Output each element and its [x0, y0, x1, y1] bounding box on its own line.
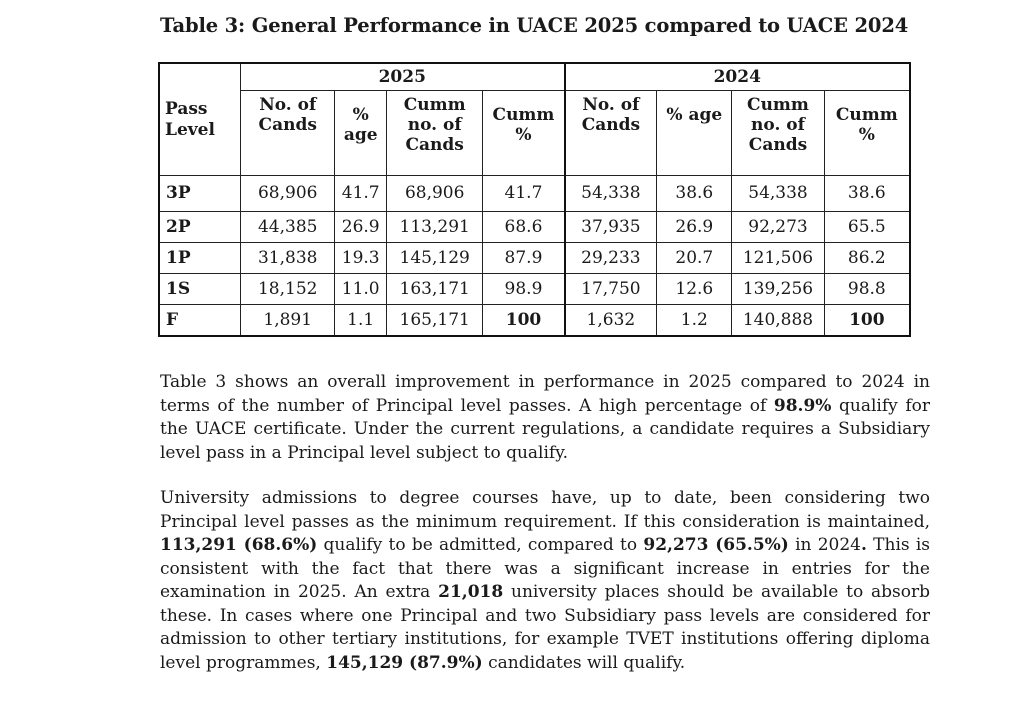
- highlight-value: 145,129 (87.9%): [326, 652, 483, 673]
- paragraph-2: [160, 487, 930, 675]
- table-cell: 1,891: [241, 305, 335, 337]
- cell-pass-level: 3P: [159, 176, 241, 212]
- table-cell: 29,233: [565, 243, 657, 274]
- table-cell: 86.2: [824, 243, 910, 274]
- table-cell: 12.6: [657, 274, 732, 305]
- header-year-2024: 2024: [565, 63, 911, 91]
- table-cell: 38.6: [824, 176, 910, 212]
- col-header: Cumm no. of Cands: [386, 91, 483, 176]
- table-row: [159, 305, 910, 337]
- table-row: [159, 212, 910, 243]
- paragraph-text: This is consistent with the fact that there was a significant increase in entries for the examination in 2025. An extra: [160, 535, 931, 602]
- table-cell: 145,129: [386, 243, 483, 274]
- table-cell: 113,291: [386, 212, 483, 243]
- table-title: Table 3: General Performance in UACE 2025 compared to UACE 2024: [160, 14, 909, 37]
- table-cell: 163,171: [386, 274, 483, 305]
- table-cell: 11.0: [335, 274, 386, 305]
- table-cell: 1.1: [335, 305, 386, 337]
- col-header: Cumm %: [483, 91, 565, 176]
- table-cell: 139,256: [732, 274, 824, 305]
- header-year-2025: 2025: [241, 63, 565, 91]
- cell-pass-level: 2P: [159, 212, 241, 243]
- col-header: % age: [657, 91, 732, 176]
- highlight-value: 98.9%: [773, 395, 832, 416]
- table-cell: 100: [483, 305, 565, 337]
- table-cell: 38.6: [657, 176, 732, 212]
- table-cell: 26.9: [657, 212, 732, 243]
- table-cell: 18,152: [241, 274, 335, 305]
- header-pass-level: Pass Level: [159, 63, 241, 176]
- paragraph-text: qualify to be admitted, compared to: [317, 535, 644, 555]
- table-cell: 17,750: [565, 274, 657, 305]
- table-cell: 20.7: [657, 243, 732, 274]
- highlight-value: 21,018: [438, 582, 504, 602]
- col-header: % age: [335, 91, 386, 176]
- table-cell: 19.3: [335, 243, 386, 274]
- paragraph-text: university places should be available to absorb these. In cases where one Principal and two Subsidiary pass levels are considered for admission to other tertiary institutions, for example TVET institutions offering diploma level programmes,: [160, 582, 931, 673]
- paragraph-text: candidates will qualify.: [482, 652, 686, 673]
- table-cell: 92,273: [732, 212, 824, 243]
- table-row: [159, 243, 910, 274]
- table-cell: 31,838: [241, 243, 335, 274]
- table-cell: 87.9: [483, 243, 565, 274]
- table-cell: 44,385: [241, 212, 335, 243]
- table-cell: 54,338: [732, 176, 824, 212]
- paragraph-1: [160, 371, 930, 465]
- cell-pass-level: F: [159, 305, 241, 337]
- paragraph-text: Table 3 shows an overall improvement in performance in 2025 compared to 2024 in terms of the number of Principal level passes. A high percentage of: [160, 372, 930, 416]
- table-cell: 121,506: [732, 243, 824, 274]
- table-cell: 98.8: [824, 274, 910, 305]
- paragraph-text: University admissions to degree courses have, up to date, been considering two Principal level passes as the minimum requirement. If this consideration is maintained,: [160, 488, 930, 532]
- table-cell: 165,171: [386, 305, 483, 337]
- cell-pass-level: 1P: [159, 243, 241, 274]
- table-row: [159, 176, 910, 212]
- highlight-value: .: [860, 535, 867, 555]
- table-cell: 68,906: [241, 176, 335, 212]
- table-cell: 1.2: [657, 305, 732, 337]
- table-cell: 140,888: [732, 305, 824, 337]
- table-cell: 1,632: [565, 305, 657, 337]
- table-cell: 68.6: [483, 212, 565, 243]
- table-cell: 37,935: [565, 212, 657, 243]
- table-cell: 68,906: [386, 176, 483, 212]
- col-header: No. of Cands: [565, 91, 657, 176]
- col-header: Cumm %: [824, 91, 910, 176]
- performance-table: [158, 62, 911, 337]
- table-cell: 100: [824, 305, 910, 337]
- table-cell: 65.5: [824, 212, 910, 243]
- highlight-value: 113,291 (68.6%): [160, 535, 318, 555]
- highlight-value: 92,273 (65.5%): [643, 535, 789, 555]
- table-cell: 41.7: [335, 176, 386, 212]
- table-cell: 41.7: [483, 176, 565, 212]
- col-header: No. of Cands: [241, 91, 335, 176]
- paragraph-text: qualify for the UACE certificate. Under the current regulations, a candidate requires a Subsidiary level pass in a Principal level subject to qualify.: [160, 395, 930, 463]
- cell-pass-level: 1S: [159, 274, 241, 305]
- paragraph-text: in 2024: [788, 535, 861, 555]
- table-cell: 54,338: [565, 176, 657, 212]
- col-header: Cumm no. of Cands: [732, 91, 824, 176]
- table-row: [159, 274, 910, 305]
- table-cell: 98.9: [483, 274, 565, 305]
- table-cell: 26.9: [335, 212, 386, 243]
